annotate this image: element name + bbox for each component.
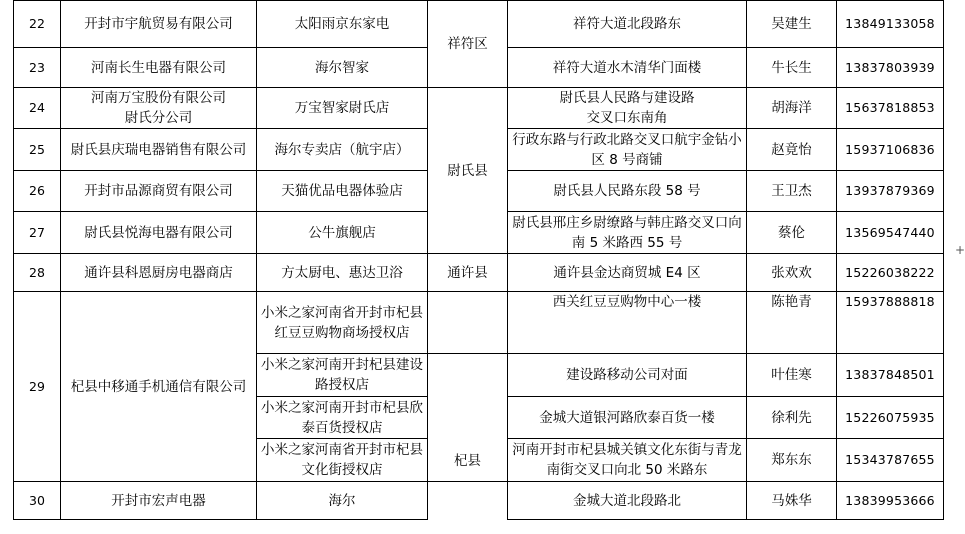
row-number: 26 [14,171,61,212]
shop-name: 小米之家河南省开封市杞县红豆豆购物商场授权店 [257,292,428,354]
address: 金城大道银河路欣泰百货一楼 [508,397,747,439]
contact-person: 郑东东 [747,439,837,482]
table-row [14,292,944,354]
address: 西关红豆豆购物中心一楼 [508,292,747,354]
shop-name: 小米之家河南开封杞县建设路授权店 [257,354,428,397]
contact-person: 叶佳寒 [747,354,837,397]
phone-number: 15226038222 [837,254,944,292]
contact-person: 张欢欢 [747,254,837,292]
phone-number: 15343787655 [837,439,944,482]
shop-name: 海尔专卖店（航宇店） [257,129,428,171]
contact-person: 王卫杰 [747,171,837,212]
table-row [14,1,944,48]
phone-number: 13837803939 [837,48,944,88]
phone-number: 13937879369 [837,171,944,212]
contact-person: 徐利先 [747,397,837,439]
company-name: 开封市品源商贸有限公司 [61,171,257,212]
row-number: 22 [14,1,61,48]
contact-person: 吴建生 [747,1,837,48]
table-row [14,88,944,129]
company-name: 开封市宏声电器 [61,482,257,520]
phone-number: 15937106836 [837,129,944,171]
address: 河南开封市杞县城关镇文化东街与青龙南街交叉口向北 50 米路东 [508,439,747,482]
table-row [14,482,944,520]
company-name: 尉氏县庆瑞电器销售有限公司 [61,129,257,171]
phone-number: 15637818853 [837,88,944,129]
address-line2: 交叉口东南角 [586,110,668,126]
shop-name: 天猫优品电器体验店 [257,171,428,212]
address: 金城大道北段路北 [508,482,747,520]
table-row [14,254,944,292]
company-name: 杞县中移通手机通信有限公司 [61,292,257,482]
company-name: 开封市宇航贸易有限公司 [61,1,257,48]
address [508,88,747,129]
shop-name: 公牛旗舰店 [257,212,428,254]
row-number: 27 [14,212,61,254]
address: 尉氏县邢庄乡尉缭路与韩庄路交叉口向南 5 米路西 55 号 [508,212,747,254]
address: 祥符大道水木清华门面楼 [508,48,747,88]
shop-name: 万宝智家尉氏店 [257,88,428,129]
address: 通许县金达商贸城 E4 区 [508,254,747,292]
shop-name: 海尔 [257,482,428,520]
company-name: 通许县科恩厨房电器商店 [61,254,257,292]
company-name: 尉氏县悦海电器有限公司 [61,212,257,254]
phone-number: 13837848501 [837,354,944,397]
contact-person: 胡海洋 [747,88,837,129]
shop-name: 小米之家河南省开封市杞县文化街授权店 [257,439,428,482]
phone-number: 13839953666 [837,482,944,520]
district-cell: 通许县 [428,254,508,292]
row-number: 24 [14,88,61,129]
address: 行政东路与行政北路交叉口航宇金钻小区 8 号商铺 [508,129,747,171]
company-name-line2: 尉氏分公司 [124,110,193,126]
district-cell: 杞县 [428,354,508,482]
add-row-icon[interactable]: + [955,243,965,257]
district-cell: 尉氏县 [428,88,508,254]
address-line1: 尉氏县人民路与建设路 [559,90,695,106]
company-name-line1: 河南万宝股份有限公司 [91,90,226,106]
row-number: 30 [14,482,61,520]
row-number: 23 [14,48,61,88]
address: 建设路移动公司对面 [508,354,747,397]
dealer-table [13,0,944,520]
district-cell: 祥符区 [428,1,508,88]
contact-person: 蔡伦 [747,212,837,254]
contact-person: 陈艳青 [747,292,837,354]
phone-number: 15226075935 [837,397,944,439]
contact-person: 马姝华 [747,482,837,520]
phone-number: 13569547440 [837,212,944,254]
shop-name: 方太厨电、惠达卫浴 [257,254,428,292]
address: 祥符大道北段路东 [508,1,747,48]
phone-number: 15937888818 [837,292,944,354]
shop-name: 太阳雨京东家电 [257,1,428,48]
shop-name: 小米之家河南开封市杞县欣泰百货授权店 [257,397,428,439]
row-number: 29 [14,292,61,482]
district-blank [428,292,508,354]
contact-person: 牛长生 [747,48,837,88]
shop-name: 海尔智家 [257,48,428,88]
row-number: 28 [14,254,61,292]
row-number: 25 [14,129,61,171]
company-name: 河南长生电器有限公司 [61,48,257,88]
district-blank [428,482,508,520]
company-name [61,88,257,129]
address: 尉氏县人民路东段 58 号 [508,171,747,212]
contact-person: 赵竟怡 [747,129,837,171]
phone-number: 13849133058 [837,1,944,48]
